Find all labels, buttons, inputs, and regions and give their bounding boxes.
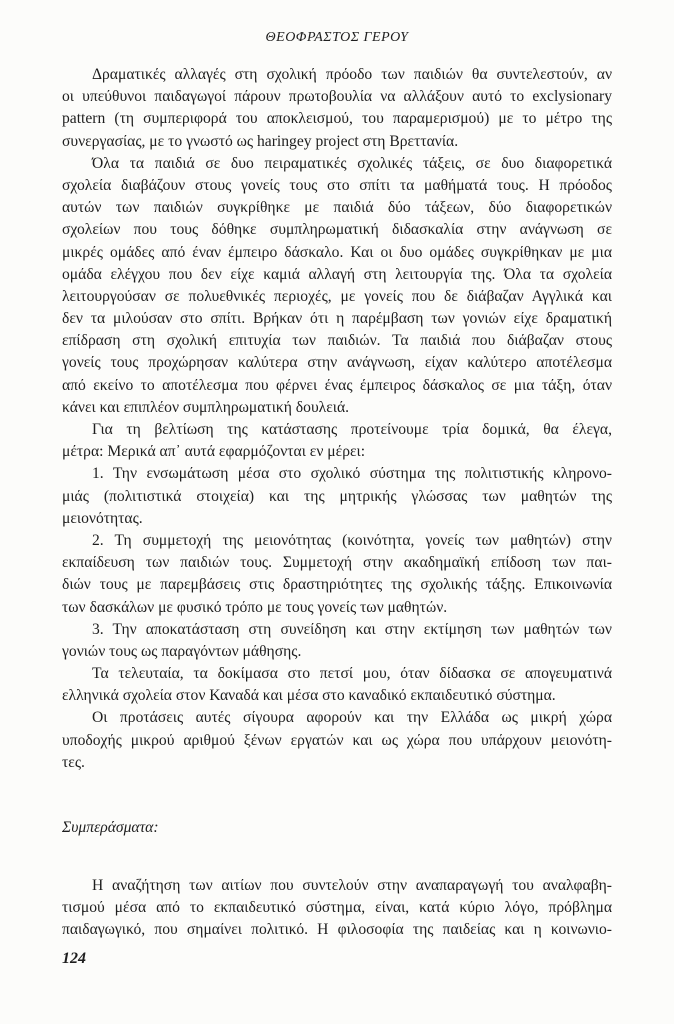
text-line: 2. Τη συμμετοχή της μειονότητας (κοινότητα, γονείς των μαθητών) στην [92,531,612,549]
body-text [62,64,612,774]
paragraph [62,530,612,619]
text-line: ομάδα ελέγχου που δεν είχε καμιά αλλαγή στη λειτουργία της. Όλα τα σχολεία [62,265,612,283]
section-heading: Συμπεράσματα: [62,819,159,836]
text-line: 1. Την ενσωμάτωση μέσα στο σχολικό σύστημα της πολιτιστικής κληρονο- [92,465,612,483]
text-line: συνεργασίας, με το γνωστό ως haringey project στη Βρεττανία. [62,132,459,150]
text-line: λειτουργούσαν σε πολυεθνικές περιοχές, με γονείς που δε διάβαζαν Αγγλικά και [62,287,612,305]
paragraph [62,707,612,774]
paragraph [62,663,612,707]
page-number: 124 [62,950,86,967]
text-line: Δραματικές αλλαγές στη σχολική πρόοδο των παιδιών θα συντελεστούν, αν [92,66,612,83]
text-line: σχολεία διαβάζουν στους γονείς τους στο σπίτι τα μαθήματά τους. Η πρόοδος [62,176,612,194]
text-line: μειονότητας. [62,509,143,527]
running-header: ΘΕΟΦΡΑΣΤΟΣ ΓΕΡΟΥ [265,30,409,45]
text-line: pattern (τη συμπεριφορά του αποκλεισμού, του παραμερισμού) με το μέτρο της [62,110,612,128]
paragraph [62,419,612,463]
text-line: μικρές ομάδες από έναν έμπειρο δάσκαλο. Και οι δυο ομάδες συγκρίθηκαν με μια [62,243,612,261]
text-line: επίδραση στη σχολική επιτυχία των παιδιών. Τα παιδιά που διάβαζαν στους [62,332,612,350]
paragraph [62,619,612,663]
text-line: των δασκάλων με φυσικό τρόπο με τους γονείς των μαθητών. [62,598,448,616]
text-line: διών τους με παρεμβάσεις στις δραστηριότητες της σχολικής τάξης. Επικοινωνία [62,576,612,594]
text-line: υποδοχής μικρού αριθμού ξένων εργατών και ως χώρα που υπάρχουν μειονότη- [62,731,612,749]
text-line: Για τη βελτίωση της κατάστασης προτείνουμε τρία δομικά, θα έλεγα, [92,421,612,438]
conclusions-text [62,875,612,942]
text-line: κάνει και επιπλέον συμπληρωματική δουλειά. [62,398,350,416]
text-line: γονιών τους ως παραγόντων μάθησης. [62,642,302,660]
text-line: Όλα τα παιδιά σε δυο πειραματικές σχολικές τάξεις, σε δυο διαφορετικά [92,154,612,172]
text-line: αυτών των παιδιών συγκρίθηκε με παιδιά δύο τάξεων, δύο διαφορετικών [62,199,612,217]
text-line: οι υπεύθυνοι παιδαγωγοί πάρουν πρωτοβουλία να αλλάξουν αυτό το exclysionary [62,88,612,106]
paragraph [62,463,612,530]
text-line: μέτρα: Μερικά απ᾿ αυτά εφαρμόζονται εν μέρει: [62,443,366,461]
text-line: Τα τελευταία, τα δοκίμασα στο πετσί μου, όταν δίδασκα σε απογευματινά [92,665,612,683]
text-line: Οι προτάσεις αυτές σίγουρα αφορούν και την Ελλάδα ως μικρή χώρα [92,709,612,727]
text-line: τισμού μέσα από το εκπαιδευτικό σύστημα, είναι, κατά κύριο λόγο, πρόβλημα [62,899,612,917]
text-line: σχολείων που τους δόθηκε συμπληρωματική διδασκαλία στην ανάγνωση σε [62,221,612,239]
text-line: εκπαίδευση των παιδιών τους. Συμμετοχή στην ακαδημαϊκή επίδοση των παι- [62,554,612,572]
text-line: 3. Την αποκατάσταση στη συνείδηση και στην εκτίμηση των μαθητών των [92,620,612,638]
paragraph [62,153,612,419]
text-line: παιδαγωγικό, που σημαίνει πολιτικό. Η φιλοσοφία της παιδείας και η κοινωνιο- [62,921,612,939]
text-line: ελληνικά σχολεία στον Καναδά και μέσα στο καναδικό εκπαιδευτικό σύστημα. [62,687,556,705]
text-line: από εκείνο το αποτέλεσμα που φέρνει ένας έμπειρος δάσκαλος σε μια τάξη, όταν [62,376,612,394]
text-line: δεν τα μιλούσαν στο σπίτι. Βρήκαν ότι η παρέμβαση των γονιών είχε δραματική [62,310,612,328]
text-line: μιάς (πολιτιστικά στοιχεία) και της μητρικής γλώσσας των μαθητών της [62,487,612,505]
text-line: γονείς τους προχώρησαν καλύτερα στην ανάγνωση, είχαν καλύτερο αποτέλεσμα [62,354,612,372]
text-line: τες. [62,753,85,771]
text-line: Η αναζήτηση των αιτίων που συντελούν στην αναπαραγωγή του αναλφαβη- [92,877,612,894]
paragraph [62,875,612,942]
paragraph [62,64,612,153]
